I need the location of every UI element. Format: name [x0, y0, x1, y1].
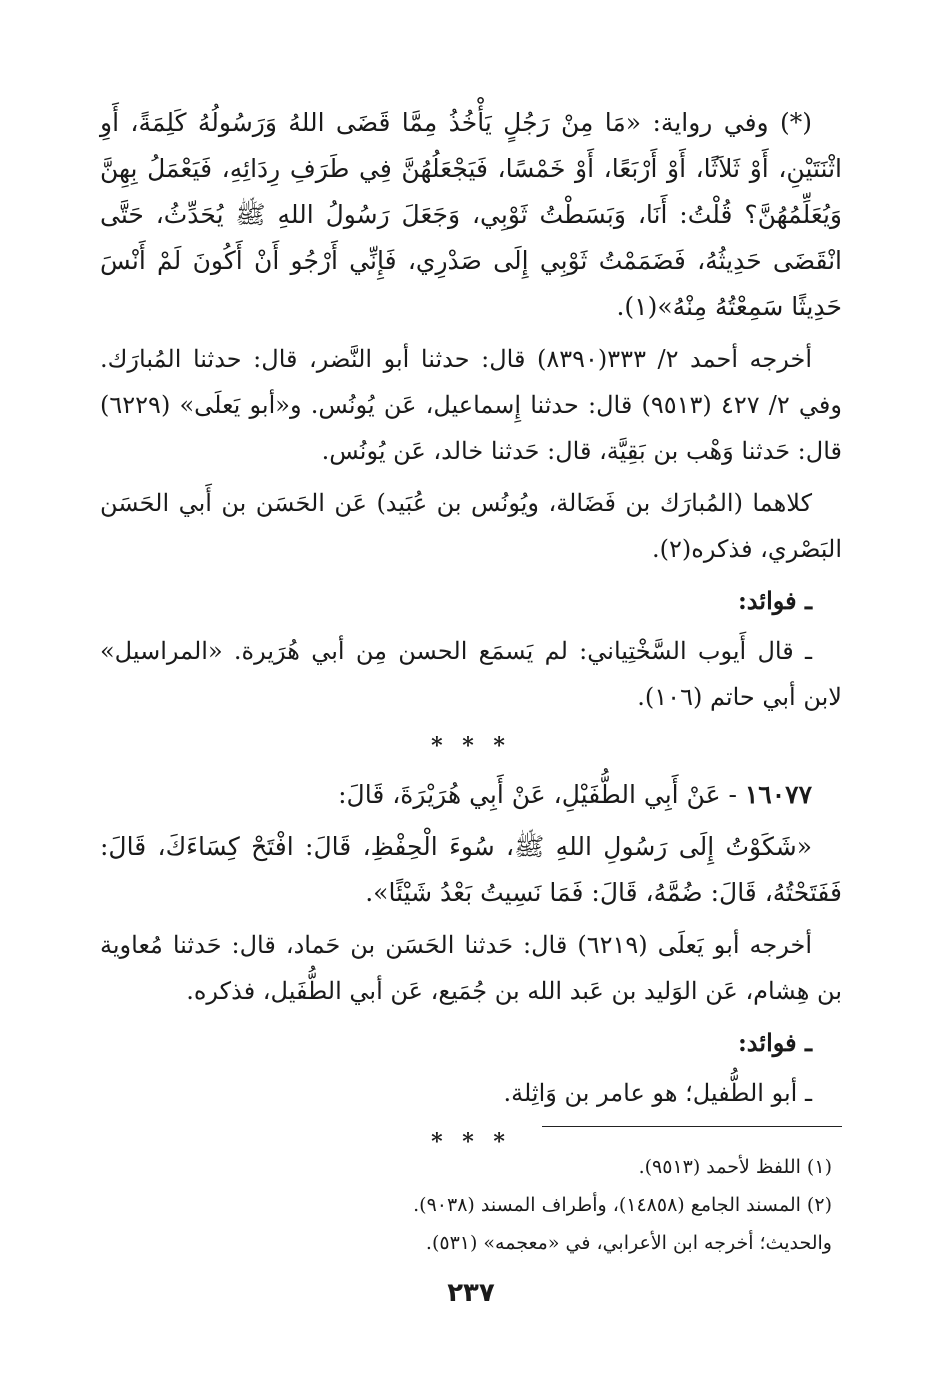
footnote-2-continuation: والحديث؛ أخرجه ابن الأعرابي، في «معجمه» (٥٣١).	[425, 1232, 832, 1254]
footnote-2: (٢) المسند الجامع (١٤٨٥٨)، وأطراف المسند (٩٠٣٨).	[413, 1194, 832, 1216]
footnote-divider	[542, 1126, 842, 1127]
page-number: ٢٣٧	[447, 1278, 495, 1308]
kilahuma-paragraph: كلاهما (المُبارَك بن فَضَالة، ويُونُس بن عُبَيد) عَن الحَسَن بن أَبي الحَسَن البَصْري، فذكره(٢).	[100, 489, 842, 563]
hadith-text: «شَكَوْتُ إِلَى رَسُولِ اللهِ ﷺ، سُوءَ الْحِفْظِ، قَالَ: افْتَحْ كِسَاءَكَ، قَالَ: فَفَتَحْتُهُ، قَالَ: ضُمَّهُ، قَالَ: فَمَا نَسِيتُ بَعْدُ شَيْئًا».	[100, 832, 842, 907]
hadith-header	[100, 772, 842, 818]
separator-stars-2: * * *	[431, 1129, 511, 1155]
fawaid-heading-2: ـ فوائد:	[737, 1028, 812, 1057]
fawaid-item-2: ـ أبو الطُّفيل؛ هو عامر بن وَاثِلة.	[503, 1079, 812, 1107]
separator-stars-1: * * *	[431, 733, 511, 759]
footnote-1: (١) اللفظ لأحمد (٩٥١٣).	[638, 1156, 832, 1178]
fawaid-item-1: ـ قال أَيوب السَّخْتِياني: لم يَسمَع الحسن مِن أبي هُرَيرة. «المراسيل» لابن أبي حاتم (١٠٦).	[100, 637, 842, 711]
main-text	[100, 100, 842, 1168]
riwaya-paragraph: (*) وفي رواية: «مَا مِنْ رَجُلٍ يَأْخُذُ مِمَّا قَضَى اللهُ وَرَسُولُهُ كَلِمَةً، أَوِ اثْنَتَيْنِ، أَوْ ثَلاَثًا، أَوْ أَرْبَعًا، أَوْ خَمْسًا، فَيَجْعَلُهُنَّ فِي طَرَفِ رِدَائِهِ، فَيَعْمَلُ بِهِنَّ وَيُعَلِّمُهُنَّ؟ قُلْتُ: أَنَا، وَبَسَطْتُ ثَوْبِي، وَجَعَلَ رَسُولُ اللهِ ﷺ يُحَدِّثُ، حَتَّى انْقَضَى حَدِيثُهُ، فَضَمَمْتُ ثَوْبِي إِلَى صَدْرِي، فَإِنِّي أَرْجُو أَنْ أَكُونَ لَمْ أَنْسَ حَدِيثًا سَمِعْتُهُ مِنْهُ»(١).	[100, 108, 842, 321]
takhrij-paragraph-2: أخرجه أبو يَعلَى (٦٢١٩) قال: حَدثنا الحَسَن بن حَماد، قال: حَدثنا مُعاوية بن هِشام، عَن الوَليد بن عَبد الله بن جُمَيع، عَن أبي الطُّفَيل، فذكره.	[100, 931, 842, 1005]
hadith-number: ١٦٠٧٧	[744, 780, 812, 809]
fawaid-heading-1: ـ فوائد:	[737, 586, 812, 615]
footnotes	[100, 1148, 842, 1262]
hadith-chain: - عَنْ أَبِي الطُّفَيْلِ، عَنْ أَبِي هُرَيْرَةَ، قَالَ:	[338, 780, 737, 809]
takhrij-paragraph-1: أخرجه أحمد ٢/ ٣٣٣(٨٣٩٠) قال: حدثنا أبو النَّضر، قال: حدثنا المُبارَك. وفي ٢/ ٤٢٧ (٩٥١٣) قال: حدثنا إِسماعيل، عَن يُونُس. و«أبو يَعلَى» (٦٢٢٩) قال: حَدثنا وَهْب بن بَقِيَّة، قال: حَدثنا خالد، عَن يُونُس.	[100, 345, 842, 465]
